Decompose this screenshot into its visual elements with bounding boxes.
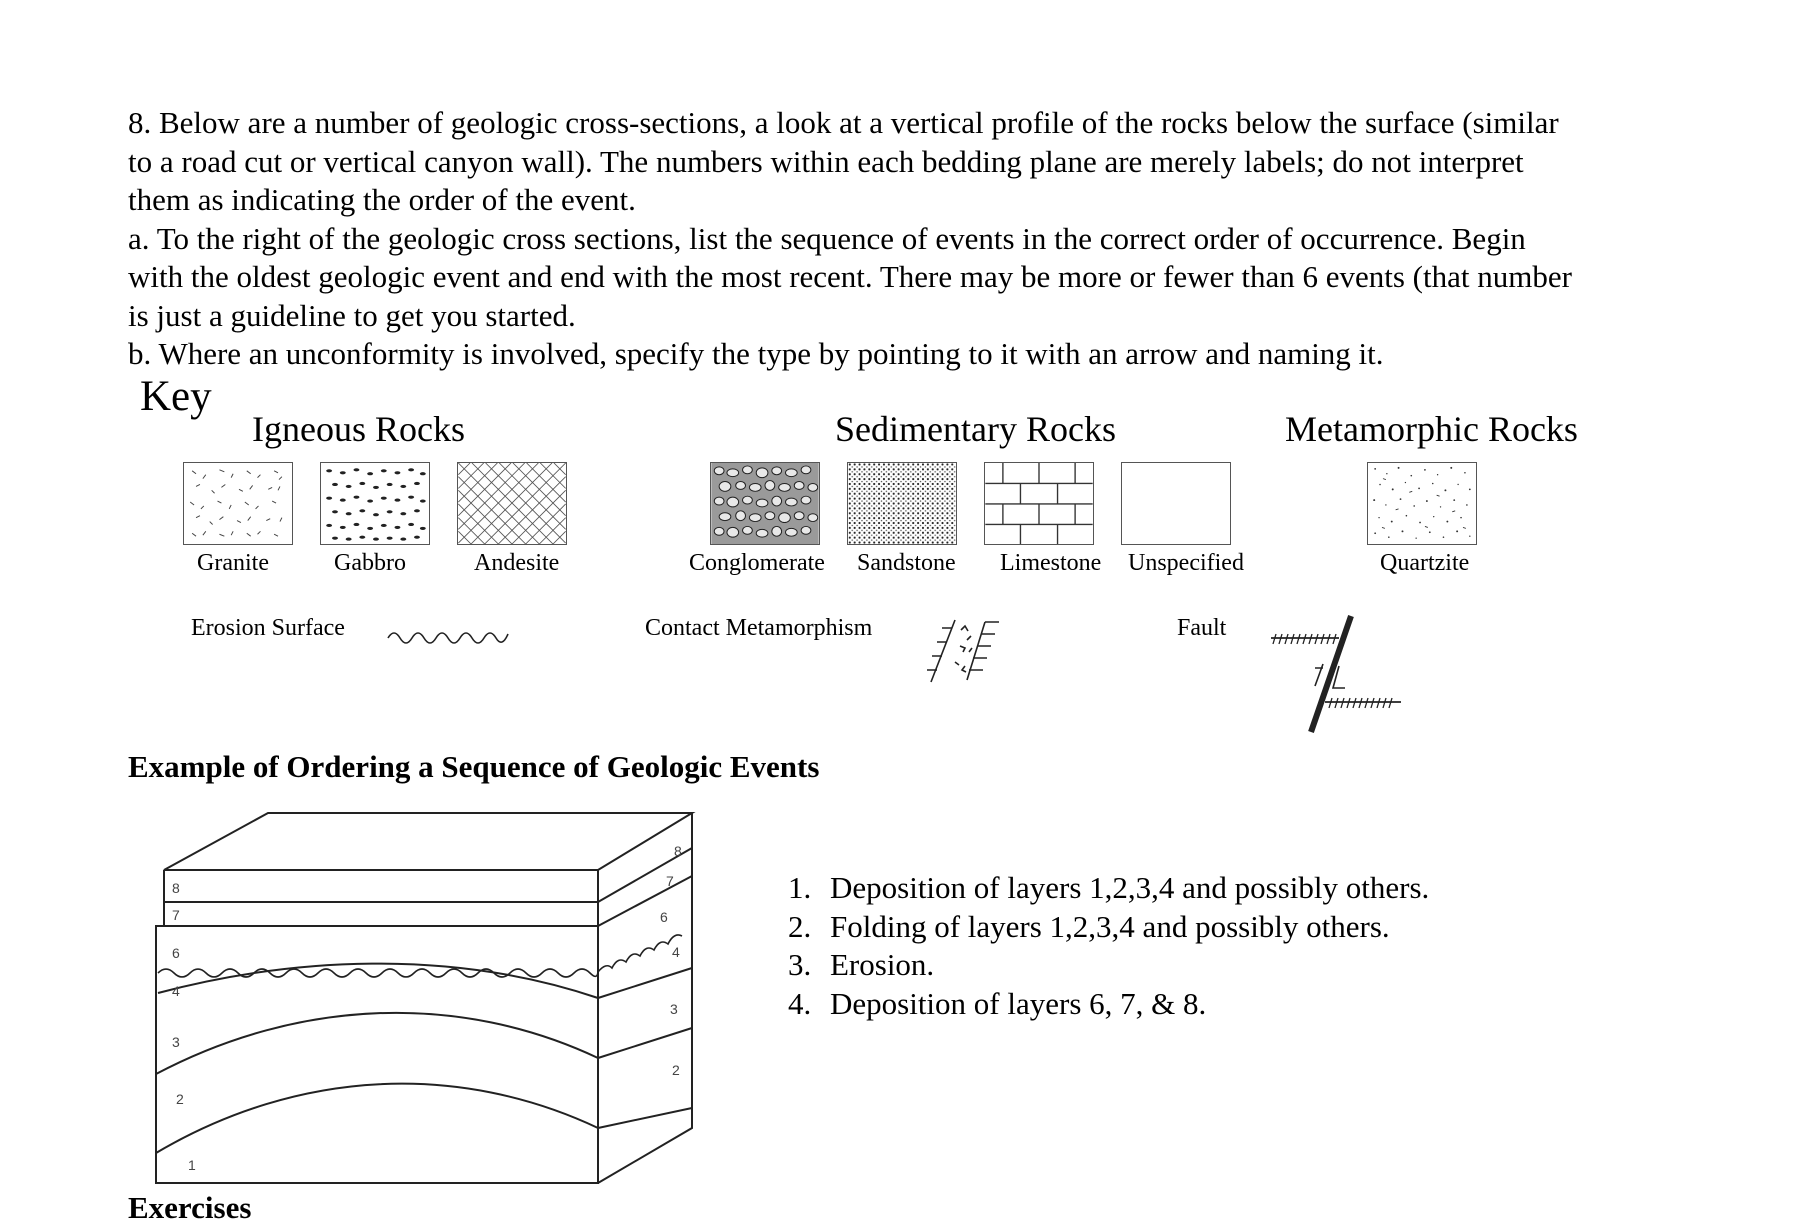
example-block-diagram bbox=[150, 808, 710, 1188]
list-item bbox=[788, 908, 1429, 947]
side-layer-label-7: 7 bbox=[666, 873, 674, 889]
side-layer-label-6: 6 bbox=[660, 909, 668, 925]
example-steps-list bbox=[788, 869, 1429, 1023]
key-title: Key bbox=[140, 373, 212, 420]
gabbro-label: Gabbro bbox=[334, 550, 406, 576]
step-text: Folding of layers 1,2,3,4 and possibly others. bbox=[830, 908, 1390, 944]
andesite-label: Andesite bbox=[474, 550, 560, 576]
sandstone-label: Sandstone bbox=[857, 550, 956, 576]
conglomerate-pattern bbox=[711, 463, 819, 544]
contact-metamorphism-label: Contact Metamorphism bbox=[645, 615, 873, 641]
limestone-pattern bbox=[985, 463, 1093, 544]
erosion-surface-label: Erosion Surface bbox=[191, 615, 345, 641]
side-layer-label-8: 8 bbox=[674, 843, 682, 859]
granite-label: Granite bbox=[197, 550, 269, 576]
quartzite-pattern bbox=[1368, 463, 1476, 544]
question-paragraph-1: 8. Below are a number of geologic cross-sections, a look at a vertical profile of the rocks below the surface (similar to a road cut or vertical canyon wall). The numbers within each bedding plane are merely labels; do not interpret them as indicating the order of the event. bbox=[128, 105, 1559, 217]
front-layer-label-8: 8 bbox=[172, 880, 180, 896]
step-number: 2. bbox=[788, 908, 812, 944]
sandstone-swatch bbox=[847, 462, 957, 545]
question-paragraph-b: b. Where an unconformity is involved, specify the type by pointing to it with an arrow and naming it. bbox=[128, 336, 1384, 371]
list-item bbox=[788, 869, 1429, 908]
front-layer-label-2: 2 bbox=[176, 1091, 184, 1107]
sandstone-pattern bbox=[848, 463, 956, 544]
list-item bbox=[788, 946, 1429, 985]
gabbro-pattern bbox=[321, 463, 429, 544]
side-layer-label-2: 2 bbox=[672, 1062, 680, 1078]
andesite-swatch bbox=[457, 462, 567, 545]
granite-pattern bbox=[184, 463, 292, 544]
side-layer-label-4: 4 bbox=[672, 944, 680, 960]
step-text: Erosion. bbox=[830, 947, 935, 982]
igneous-rocks-heading: Igneous Rocks bbox=[252, 409, 465, 449]
question-text bbox=[128, 104, 1588, 374]
example-title: Example of Ordering a Sequence of Geologic Events bbox=[128, 749, 820, 784]
question-paragraph-a: a. To the right of the geologic cross sections, list the sequence of events in the correct order of occurrence. Begin with the oldest geologic event and end with the most recent. There may be more or fewer than 6 events (that number is just a guideline to get you started. bbox=[128, 220, 1572, 333]
quartzite-label: Quartzite bbox=[1380, 550, 1470, 576]
quartzite-swatch bbox=[1367, 462, 1477, 545]
granite-swatch bbox=[183, 462, 293, 545]
limestone-swatch bbox=[984, 462, 1094, 545]
erosion-surface-icon bbox=[386, 624, 512, 646]
step-number: 4. bbox=[788, 985, 812, 1021]
contact-metamorphism-icon bbox=[915, 616, 1005, 686]
step-number: 1. bbox=[788, 870, 812, 905]
step-number: 3. bbox=[788, 947, 812, 982]
unspecified-swatch bbox=[1121, 462, 1231, 545]
step-text: Deposition of layers 1,2,3,4 and possibly others. bbox=[830, 870, 1430, 905]
conglomerate-label: Conglomerate bbox=[689, 550, 825, 576]
step-text: Deposition of layers 6, 7, & 8. bbox=[830, 985, 1207, 1021]
front-layer-label-4: 4 bbox=[172, 983, 180, 999]
fault-icon bbox=[1265, 612, 1405, 736]
list-item bbox=[788, 985, 1429, 1024]
side-layer-label-3: 3 bbox=[670, 1001, 678, 1017]
sedimentary-rocks-heading: Sedimentary Rocks bbox=[835, 409, 1116, 449]
fault-label: Fault bbox=[1177, 615, 1227, 641]
gabbro-swatch bbox=[320, 462, 430, 545]
andesite-pattern bbox=[458, 463, 566, 544]
exercises-heading: Exercises bbox=[128, 1190, 252, 1225]
front-layer-label-3: 3 bbox=[172, 1034, 180, 1050]
metamorphic-rocks-heading: Metamorphic Rocks bbox=[1285, 409, 1578, 449]
unspecified-label: Unspecified bbox=[1128, 550, 1244, 576]
front-layer-label-7: 7 bbox=[172, 907, 180, 923]
limestone-label: Limestone bbox=[1000, 550, 1102, 576]
front-layer-label-1: 1 bbox=[188, 1157, 196, 1173]
front-layer-label-6: 6 bbox=[172, 945, 180, 961]
conglomerate-swatch bbox=[710, 462, 820, 545]
